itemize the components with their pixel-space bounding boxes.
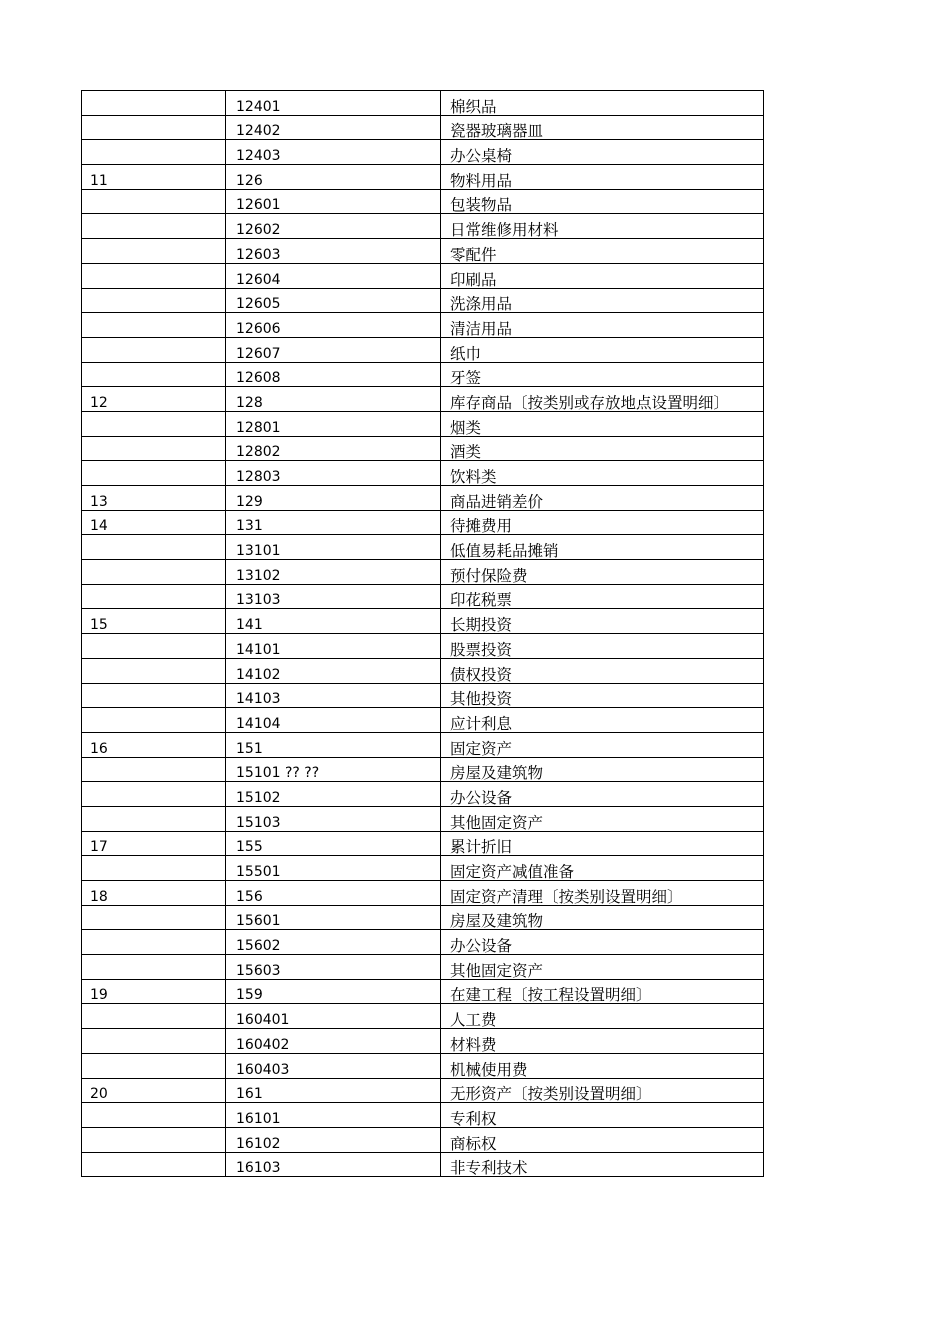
table-row	[82, 362, 764, 387]
account-name-cell: 棉织品	[441, 91, 764, 116]
table-row	[82, 337, 764, 362]
account-name-cell: 固定资产清理〔按类别设置明细〕	[441, 881, 764, 906]
table-row	[82, 1103, 764, 1128]
row-number-cell	[82, 263, 226, 288]
row-number-cell	[82, 214, 226, 239]
table-row	[82, 140, 764, 165]
account-code-cell: 16103	[226, 1152, 441, 1177]
account-code-cell: 15501	[226, 856, 441, 881]
account-code-cell: 160401	[226, 1004, 441, 1029]
account-name-cell: 非专利技术	[441, 1152, 764, 1177]
table-row	[82, 881, 764, 906]
account-code-cell: 159	[226, 979, 441, 1004]
row-number-cell: 14	[82, 510, 226, 535]
account-name-cell: 日常维修用材料	[441, 214, 764, 239]
row-number-cell	[82, 634, 226, 659]
row-number-cell	[82, 189, 226, 214]
table-row	[82, 979, 764, 1004]
account-code-cell: 126	[226, 165, 441, 190]
account-name-cell: 累计折旧	[441, 831, 764, 856]
account-code-cell: 13103	[226, 584, 441, 609]
account-name-cell: 材料费	[441, 1029, 764, 1054]
table-row	[82, 1078, 764, 1103]
row-number-cell	[82, 436, 226, 461]
account-code-cell: 15601	[226, 905, 441, 930]
account-name-cell: 无形资产〔按类别设置明细〕	[441, 1078, 764, 1103]
row-number-cell	[82, 239, 226, 264]
table-row	[82, 1152, 764, 1177]
account-code-cell: 16102	[226, 1127, 441, 1152]
account-name-cell: 房屋及建筑物	[441, 757, 764, 782]
account-name-cell: 纸巾	[441, 337, 764, 362]
table-row	[82, 732, 764, 757]
account-name-cell: 牙签	[441, 362, 764, 387]
row-number-cell	[82, 1127, 226, 1152]
account-name-cell: 股票投资	[441, 634, 764, 659]
row-number-cell	[82, 115, 226, 140]
account-name-cell: 其他固定资产	[441, 806, 764, 831]
account-name-cell: 长期投资	[441, 609, 764, 634]
table-row	[82, 905, 764, 930]
row-number-cell: 16	[82, 732, 226, 757]
account-code-cell: 161	[226, 1078, 441, 1103]
account-name-cell: 饮料类	[441, 461, 764, 486]
row-number-cell	[82, 411, 226, 436]
account-code-cell: 12607	[226, 337, 441, 362]
row-number-cell	[82, 905, 226, 930]
account-name-cell: 低值易耗品摊销	[441, 535, 764, 560]
account-name-cell: 房屋及建筑物	[441, 905, 764, 930]
row-number-cell	[82, 337, 226, 362]
account-name-cell: 应计利息	[441, 708, 764, 733]
row-number-cell	[82, 313, 226, 338]
account-name-cell: 固定资产	[441, 732, 764, 757]
account-code-cell: 12803	[226, 461, 441, 486]
account-name-cell: 人工费	[441, 1004, 764, 1029]
account-name-cell: 印花税票	[441, 584, 764, 609]
account-name-cell: 其他投资	[441, 683, 764, 708]
table-row	[82, 411, 764, 436]
table-row	[82, 263, 764, 288]
account-code-cell: 15603	[226, 955, 441, 980]
account-name-cell: 瓷器玻璃器皿	[441, 115, 764, 140]
row-number-cell: 20	[82, 1078, 226, 1103]
account-name-cell: 物料用品	[441, 165, 764, 190]
account-name-cell: 清洁用品	[441, 313, 764, 338]
account-name-cell: 印刷品	[441, 263, 764, 288]
table-row	[82, 782, 764, 807]
account-name-cell: 债权投资	[441, 658, 764, 683]
account-name-cell: 预付保险费	[441, 560, 764, 585]
row-number-cell	[82, 535, 226, 560]
row-number-cell	[82, 584, 226, 609]
account-name-cell: 在建工程〔按工程设置明细〕	[441, 979, 764, 1004]
account-name-cell: 库存商品〔按类别或存放地点设置明细〕	[441, 387, 764, 412]
row-number-cell: 18	[82, 881, 226, 906]
account-name-cell: 办公设备	[441, 782, 764, 807]
table-row	[82, 535, 764, 560]
account-code-cell: 12801	[226, 411, 441, 436]
account-code-table	[81, 90, 764, 1177]
row-number-cell	[82, 1029, 226, 1054]
table-row	[82, 708, 764, 733]
table-row	[82, 214, 764, 239]
account-code-cell: 13102	[226, 560, 441, 585]
table-row	[82, 609, 764, 634]
account-name-cell: 零配件	[441, 239, 764, 264]
account-code-cell: 160402	[226, 1029, 441, 1054]
account-code-cell: 15102	[226, 782, 441, 807]
table-row	[82, 189, 764, 214]
account-code-cell: 128	[226, 387, 441, 412]
account-name-cell: 其他固定资产	[441, 955, 764, 980]
table-row	[82, 658, 764, 683]
row-number-cell: 19	[82, 979, 226, 1004]
row-number-cell	[82, 288, 226, 313]
account-name-cell: 酒类	[441, 436, 764, 461]
account-name-cell: 机械使用费	[441, 1053, 764, 1078]
table-row	[82, 115, 764, 140]
account-code-cell: 160403	[226, 1053, 441, 1078]
account-code-cell: 151	[226, 732, 441, 757]
account-code-cell: 129	[226, 486, 441, 511]
account-code-cell: 12603	[226, 239, 441, 264]
table-row	[82, 165, 764, 190]
table-row	[82, 757, 764, 782]
account-code-cell: 12604	[226, 263, 441, 288]
row-number-cell: 15	[82, 609, 226, 634]
row-number-cell	[82, 683, 226, 708]
account-name-cell: 专利权	[441, 1103, 764, 1128]
row-number-cell	[82, 1103, 226, 1128]
row-number-cell	[82, 782, 226, 807]
row-number-cell	[82, 856, 226, 881]
row-number-cell	[82, 658, 226, 683]
account-code-cell: 14103	[226, 683, 441, 708]
account-code-cell: 12605	[226, 288, 441, 313]
table-row	[82, 831, 764, 856]
account-code-cell: 14102	[226, 658, 441, 683]
row-number-cell	[82, 708, 226, 733]
table-row	[82, 288, 764, 313]
row-number-cell	[82, 1152, 226, 1177]
table-row	[82, 806, 764, 831]
account-code-cell: 141	[226, 609, 441, 634]
account-code-cell: 155	[226, 831, 441, 856]
account-code-cell: 12802	[226, 436, 441, 461]
table-row	[82, 1004, 764, 1029]
table-row	[82, 387, 764, 412]
row-number-cell	[82, 1053, 226, 1078]
row-number-cell: 13	[82, 486, 226, 511]
row-number-cell	[82, 91, 226, 116]
account-code-cell: 12606	[226, 313, 441, 338]
account-code-cell: 12608	[226, 362, 441, 387]
table-row	[82, 930, 764, 955]
row-number-cell	[82, 806, 226, 831]
row-number-cell	[82, 362, 226, 387]
row-number-cell	[82, 930, 226, 955]
account-name-cell: 固定资产减值准备	[441, 856, 764, 881]
account-code-cell: 12403	[226, 140, 441, 165]
account-code-cell: 12602	[226, 214, 441, 239]
account-code-cell: 15101 ?? ??	[226, 757, 441, 782]
table-row	[82, 1029, 764, 1054]
row-number-cell	[82, 560, 226, 585]
account-name-cell: 包装物品	[441, 189, 764, 214]
table-row	[82, 91, 764, 116]
table-row	[82, 510, 764, 535]
account-name-cell: 洗涤用品	[441, 288, 764, 313]
row-number-cell: 17	[82, 831, 226, 856]
row-number-cell: 12	[82, 387, 226, 412]
account-code-cell: 14101	[226, 634, 441, 659]
account-code-cell: 14104	[226, 708, 441, 733]
account-name-cell: 商标权	[441, 1127, 764, 1152]
account-code-cell: 131	[226, 510, 441, 535]
table-row	[82, 1127, 764, 1152]
account-code-cell: 156	[226, 881, 441, 906]
account-name-cell: 办公桌椅	[441, 140, 764, 165]
account-name-cell: 烟类	[441, 411, 764, 436]
account-code-cell: 12601	[226, 189, 441, 214]
account-code-table-body	[82, 91, 764, 1177]
row-number-cell: 11	[82, 165, 226, 190]
table-row	[82, 1053, 764, 1078]
account-name-cell: 待摊费用	[441, 510, 764, 535]
account-name-cell: 商品进销差价	[441, 486, 764, 511]
account-code-cell: 13101	[226, 535, 441, 560]
account-code-cell: 12401	[226, 91, 441, 116]
table-row	[82, 856, 764, 881]
table-row	[82, 584, 764, 609]
table-row	[82, 461, 764, 486]
table-row	[82, 436, 764, 461]
account-code-cell: 12402	[226, 115, 441, 140]
table-row	[82, 313, 764, 338]
table-row	[82, 560, 764, 585]
table-row	[82, 634, 764, 659]
row-number-cell	[82, 140, 226, 165]
row-number-cell	[82, 1004, 226, 1029]
table-row	[82, 955, 764, 980]
account-name-cell: 办公设备	[441, 930, 764, 955]
table-row	[82, 683, 764, 708]
table-row	[82, 239, 764, 264]
account-code-cell: 16101	[226, 1103, 441, 1128]
row-number-cell	[82, 461, 226, 486]
table-row	[82, 486, 764, 511]
row-number-cell	[82, 955, 226, 980]
row-number-cell	[82, 757, 226, 782]
account-code-cell: 15602	[226, 930, 441, 955]
account-code-cell: 15103	[226, 806, 441, 831]
